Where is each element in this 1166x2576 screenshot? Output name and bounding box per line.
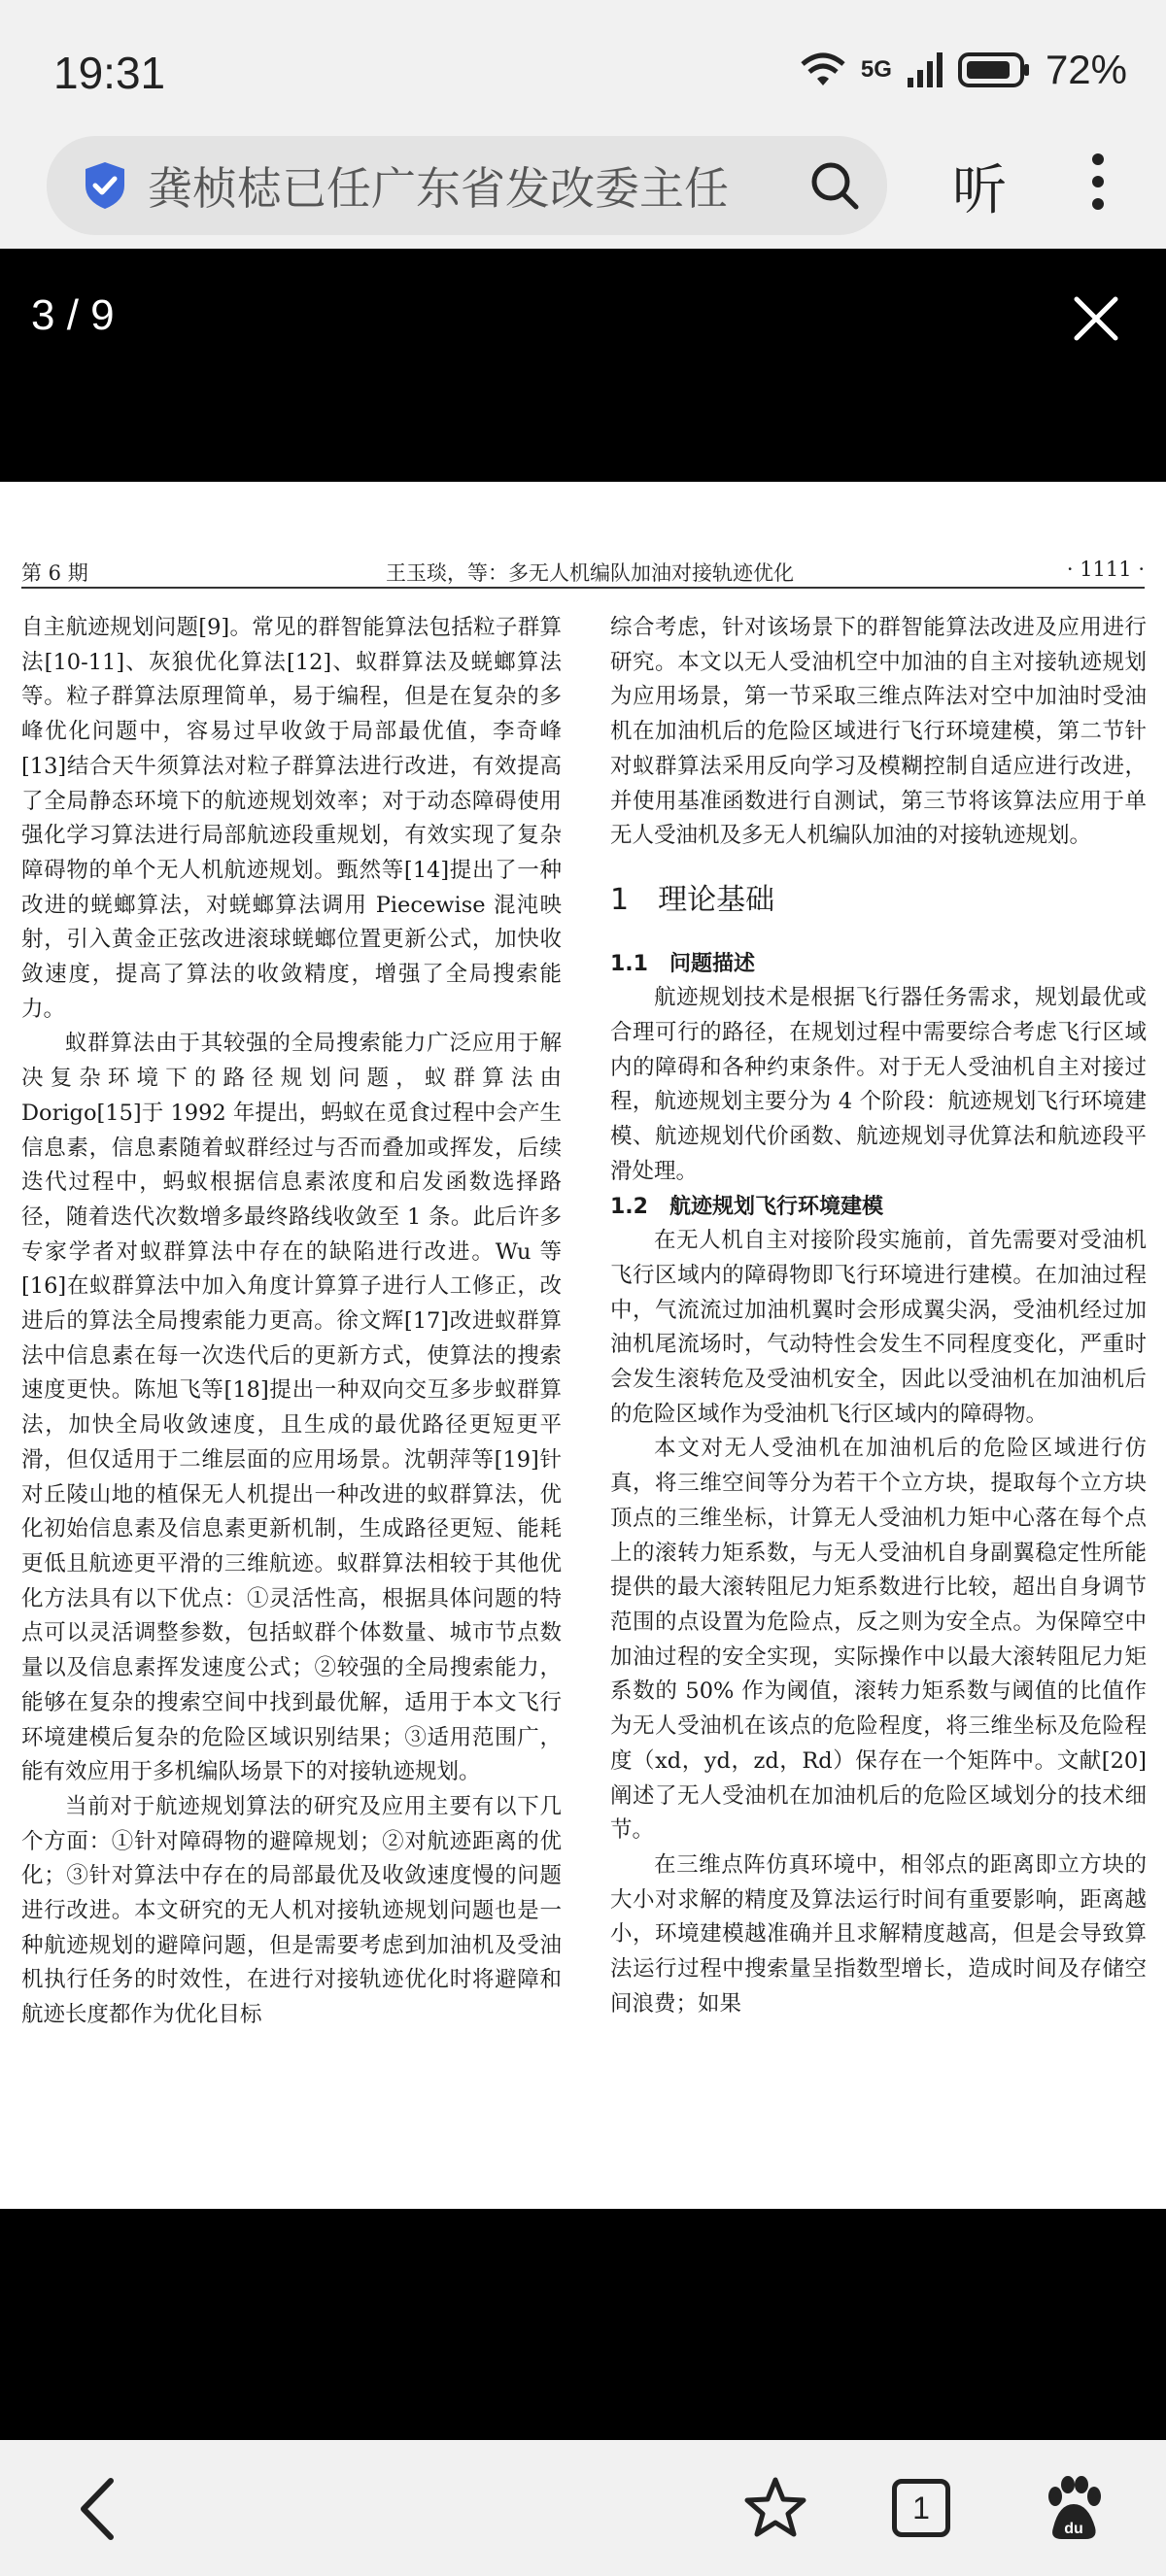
header-rule [21, 587, 1145, 589]
image-counter: 3 / 9 [31, 291, 115, 339]
search-icon[interactable] [808, 159, 861, 212]
paragraph: 自主航迹规划问题[9]。常见的群智能算法包括粒子群算法[10-11]、灰狼优化算法[12]、蚁群算法及蜣螂算法等。粒子群算法原理简单，易于编程，但是在复杂的多峰优化问题中，容易过早收敛于局部最优值，李奇峰[13]结合天牛须算法对粒子群算法进行改进，有效提高了全局静态环境下的航迹规划效率；对于动态障碍使用强化学习算法进行局部航迹段重规划，有效实现了复杂障碍物的单个无人机航迹规划。甄然等[14]提出了一种改进的蜣螂算法，对蜣螂算法调用 Piecewise 混沌映射，引入黄金正弦改进滚球蜣螂位置更新公式，加快收敛速度，提高了算法的收敛精度，增强了全局搜索能力。 [21, 615, 562, 1022]
subsection-heading: 1.2 航迹规划飞行环境建模 [610, 1194, 883, 1219]
svg-text:du: du [1064, 2521, 1083, 2537]
header-issue: 第 6 期 [21, 561, 88, 585]
wifi-icon [799, 51, 847, 89]
listen-button[interactable]: 听 [952, 159, 1007, 222]
battery-level: 72% [1045, 47, 1127, 92]
signal-icon [906, 51, 944, 89]
header-page-number: · 1111 · [1066, 558, 1145, 581]
more-vertical-icon[interactable] [1079, 148, 1117, 216]
back-arrow-icon[interactable] [76, 2475, 119, 2543]
close-icon[interactable] [1069, 291, 1123, 346]
baidu-paw-icon[interactable] [1042, 2475, 1106, 2543]
paragraph: 航迹规划技术是根据飞行器任务需求，规划最优或合理可行的路径，在规划过程中需要综合考虑飞行区域内的障碍和各种约束条件。对于无人受油机自主对接过程，航迹规划主要分为 4 个阶段：航迹规划飞行环境建模、航迹规划代价函数、航迹规划寻优算法和航迹段平滑处理。 [610, 985, 1147, 1184]
status-icons [799, 47, 1127, 93]
right-column [610, 611, 1147, 2021]
subsection-heading: 1.1 问题描述 [610, 951, 755, 976]
page-header [21, 558, 1145, 596]
star-icon[interactable] [742, 2475, 808, 2541]
paragraph: 在无人机自主对接阶段实施前，首先需要对受油机飞行区域内的障碍物即飞行环境进行建模。在加油过程中，气流流过加油机翼时会形成翼尖涡，受油机经过加油机尾流场时，气动特性会发生不同程度变化，严重时会发生滚转危及受油机安全，因此以受油机在加油机后的危险区域作为受油机飞行区域内的障碍物。 [610, 1228, 1147, 1427]
paragraph: 综合考虑，针对该场景下的群智能算法改进及应用进行研究。本文以无人受油机空中加油的自主对接轨迹规划为应用场景，第一节采取三维点阵法对空中加油时受油机在加油机后的危险区域进行飞行环境建模，第二节针对蚁群算法采用反向学习及模糊控制自适应进行改进，并使用基准函数进行自测试，第三节将该算法应用于单无人受油机及多无人机编队加油的对接轨迹规划。 [610, 615, 1147, 849]
document-page[interactable] [0, 482, 1166, 2209]
section-heading: 1 理论基础 [610, 882, 775, 917]
battery-icon [958, 51, 1032, 89]
paragraph: 本文对无人受油机在加油机后的危险区域进行仿真，将三维空间等分为若干个立方块，提取每个立方块顶点的三维坐标，计算无人受油机力矩中心落在每个点上的滚转力矩系数，与无人受油机自身副翼稳定性所能提供的最大滚转阻尼力矩系数进行比较，超出自身调节范围的点设置为危险点，反之则为安全点。为保障空中加油过程的安全实现，实际操作中以最大滚转阻尼力矩系数的 50% 作为阈值，滚转力矩系数与阈值的比值作为无人受油机在该点的危险程度，将三维坐标及危险程度（xd，yd，zd，Rd）保存在一个矩阵中。文献[20]阐述了无人受油机在加油机后的危险区域划分的技术细节。 [610, 1436, 1147, 1844]
paragraph: 当前对于航迹规划算法的研究及应用主要有以下几个方面：①针对障碍物的避障规划；②对航迹距离的优化；③针对算法中存在的局部最优及收敛速度慢的问题进行改进。本文研究的无人机对接轨迹规划问题也是一种航迹规划的避障问题，但是需要考虑到加油机及受油机执行任务的时效性，在进行对接轨迹优化时将避障和航迹长度都作为优化目标 [21, 1793, 562, 2028]
search-query[interactable]: 龚桢梽已任广东省发改委主任 [148, 162, 729, 215]
tab-count: 1 [912, 2490, 930, 2525]
network-type: 5G [860, 56, 892, 83]
verified-shield-icon [82, 160, 128, 211]
viewer-top-bar [0, 249, 1166, 482]
viewer-bottom-area [0, 2209, 1166, 2440]
bottom-nav-bar [0, 2440, 1166, 2576]
left-column [21, 611, 562, 2033]
search-bar[interactable] [47, 136, 887, 235]
paragraph: 蚁群算法由于其较强的全局搜索能力广泛应用于解决复杂环境下的路径规划问题，蚁群算法由 Dorigo[15]于 1992 年提出，蚂蚁在觅食过程中会产生信息素，信息素随着蚁群经过与否而叠加或挥发，后续迭代过程中，蚂蚁根据信息素浓度和启发函数选择路径，随着迭代次数增多最终路线收敛至 1 条。此后许多专家学者对蚁群算法中存在的缺陷进行改进。Wu 等[16]在蚁群算法中加入角度计算算子进行人工修正，改进后的算法全局搜索能力更高。徐文辉[17]改进蚁群算法中信息素在每一次迭代后的更新方式，使算法的搜索速度更快。陈旭飞等[18]提出一种双向交互多步蚁群算法，加快全局收敛速度，且生成的最优路径更短更平滑，但仅适用于二维层面的应用场景。沈朝萍等[19]针对丘陵山地的植保无人机提出一种改进的蚁群算法，优化初始信息素及信息素更新机制，生成路径更短、能耗更低且航迹更平滑的三维航迹。蚁群算法相较于其他优化方法具有以下优点：①灵活性高，根据具体问题的特点可以灵活调整参数，包括蚁群个体数量、城市节点数量以及信息素挥发速度公式；②较强的全局搜索能力，能够在复杂的搜索空间中找到最优解，适用于本文飞行环境建模后复杂的危险区域识别结果；③适用范围广，能有效应用于多机编队场景下的对接轨迹规划。 [21, 1031, 562, 1785]
status-time: 19:31 [53, 48, 166, 98]
tab-count-icon[interactable] [892, 2479, 950, 2537]
paragraph: 在三维点阵仿真环境中，相邻点的距离即立方块的大小对求解的精度及算法运行时间有重要影响，距离越小，环境建模越准确并且求解精度越高，但是会导致算法运行过程中搜索量呈指数型增长，造成时间及存储空间浪费；如果 [610, 1851, 1147, 2017]
header-title: 王玉琰，等：多无人机编队加油对接轨迹优化 [386, 561, 794, 585]
